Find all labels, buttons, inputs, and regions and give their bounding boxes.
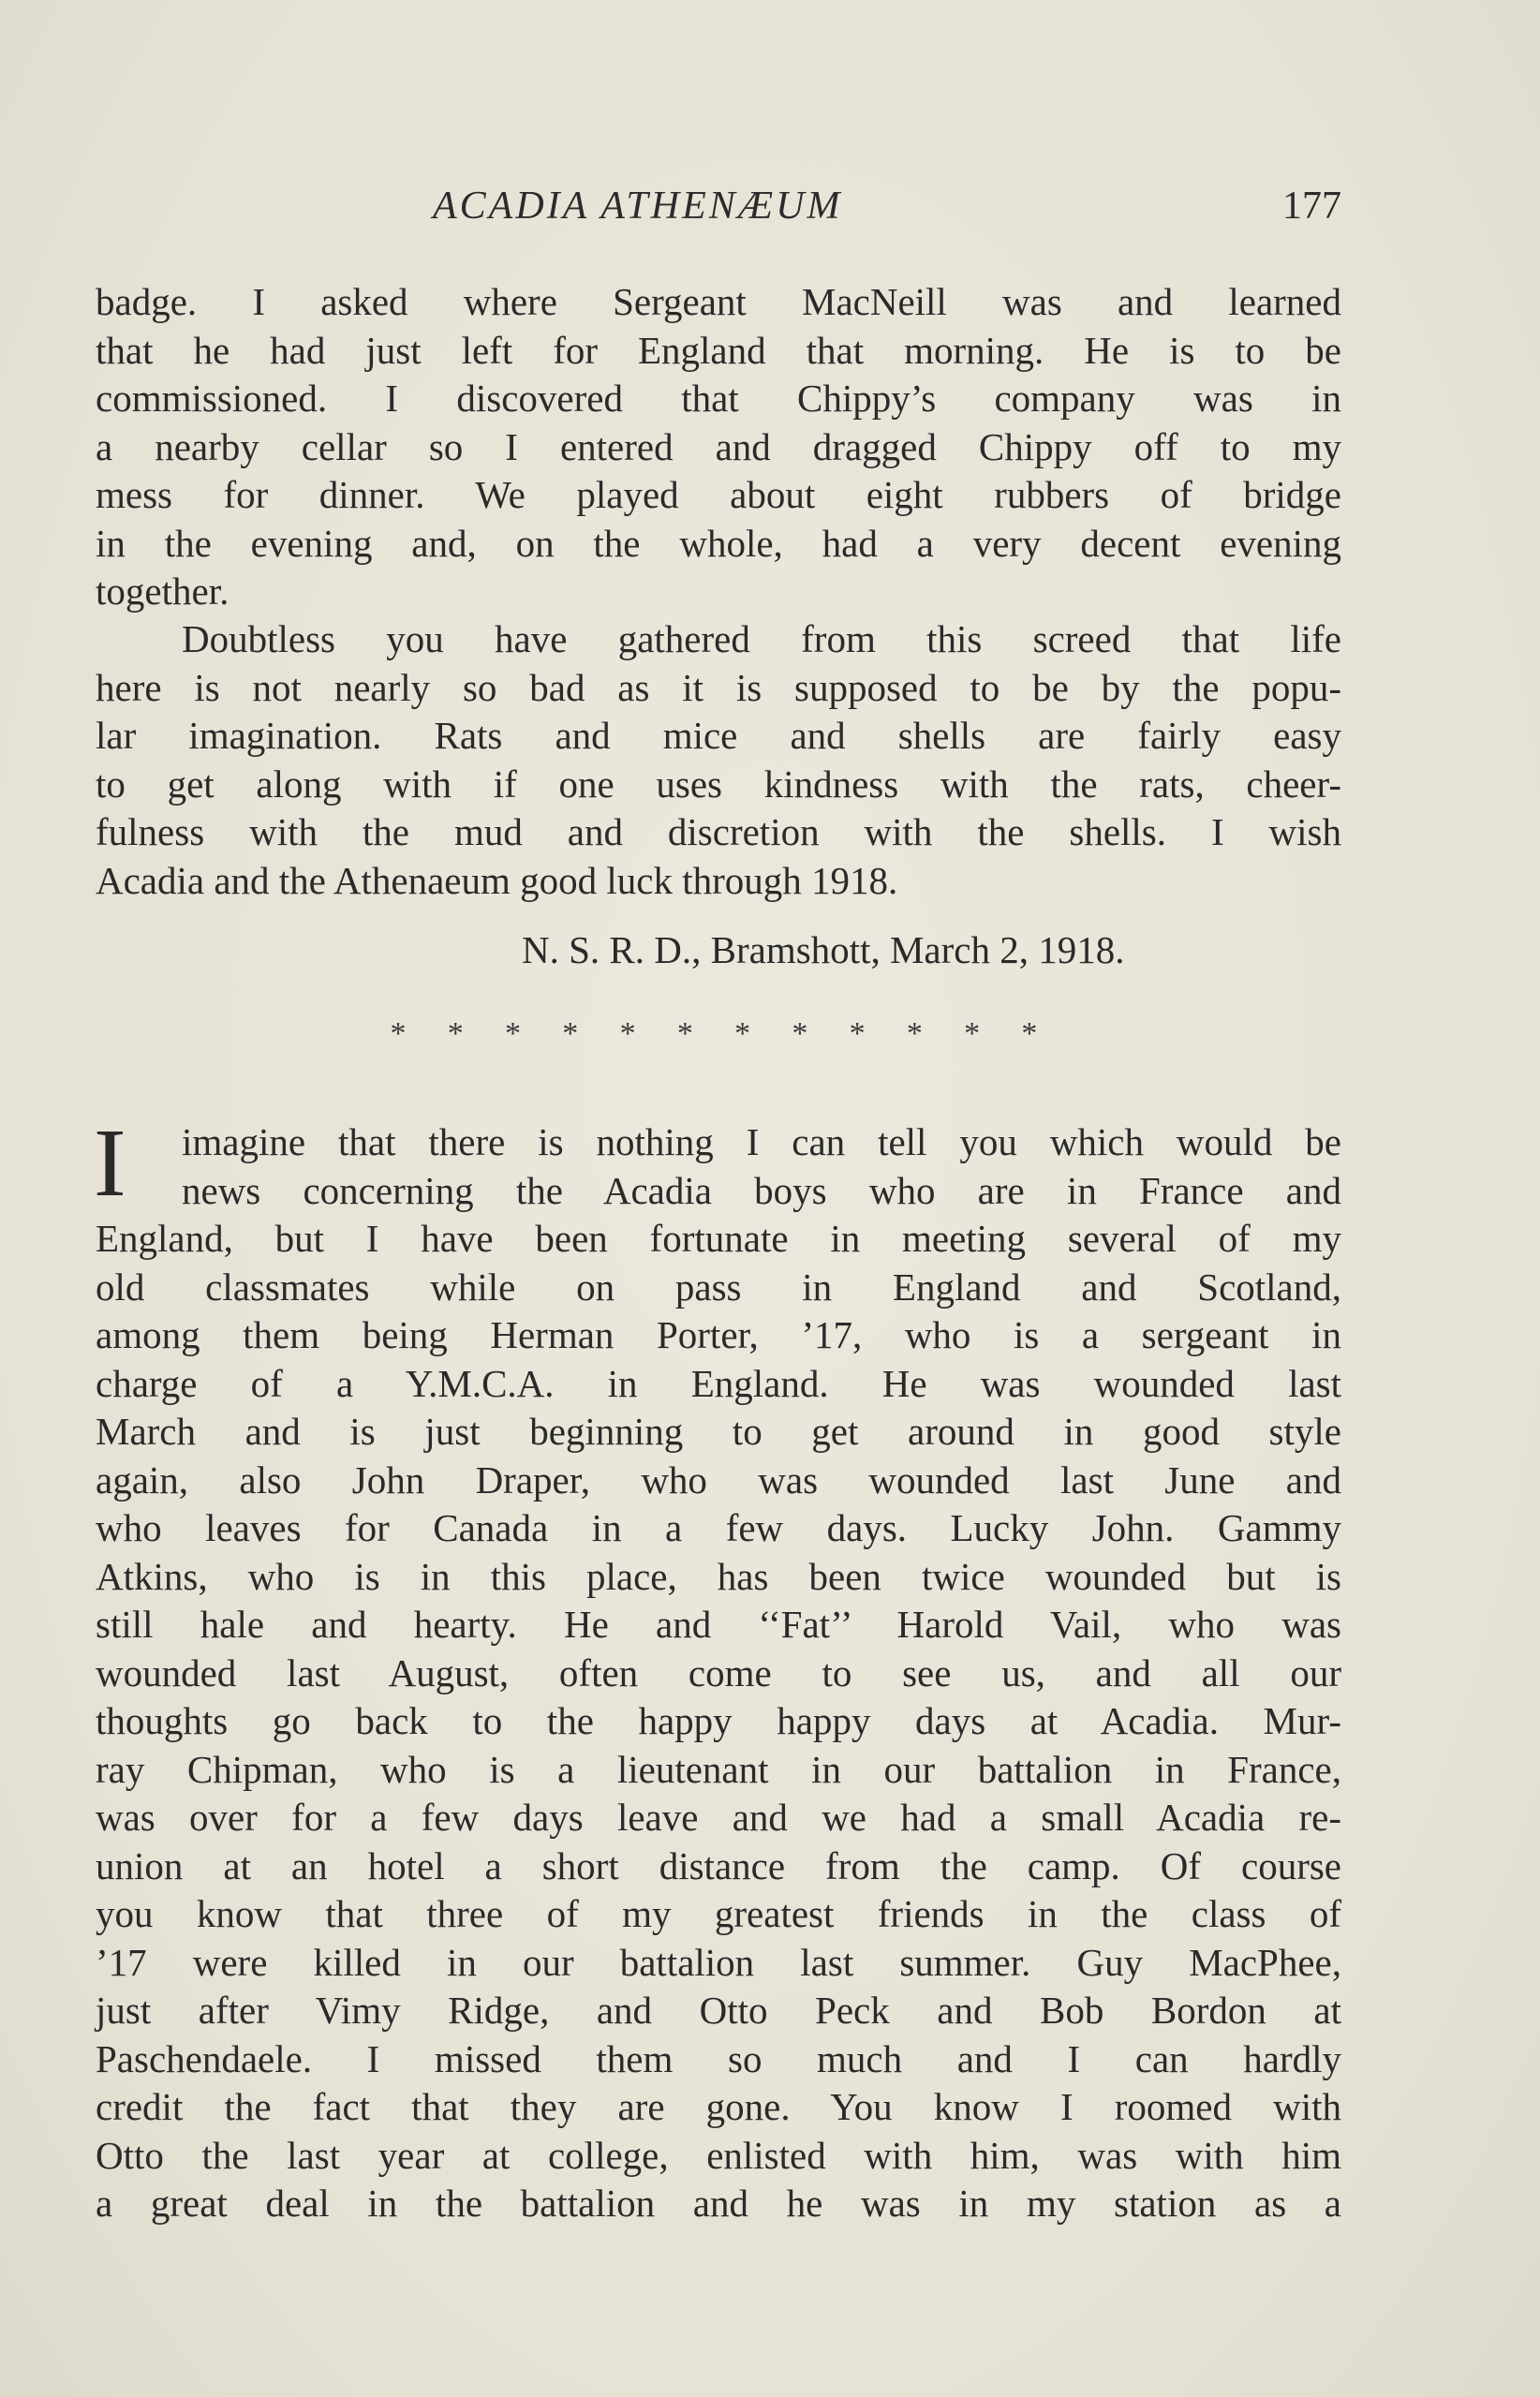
text-line: wounded last August, often come to see us, and all our bbox=[96, 1650, 1341, 1694]
text-line: ’17 were killed in our battalion last summer. Guy MacPhee, bbox=[96, 1940, 1341, 1984]
text-line: among them being Herman Porter, ’17, who is a sergeant in bbox=[96, 1313, 1341, 1356]
asterisk: * bbox=[1021, 1016, 1038, 1051]
text-line: a great deal in the battalion and he was in my station as a bbox=[96, 2182, 1341, 2225]
text-line: a nearby cellar so I entered and dragged Chippy off to my bbox=[96, 424, 1341, 468]
text-line: commissioned. I discovered that Chippy’s company was in bbox=[96, 377, 1341, 420]
asterisk: * bbox=[505, 1016, 522, 1051]
asterisk: * bbox=[447, 1016, 464, 1051]
text-line: just after Vimy Ridge, and Otto Peck and Bob Bordon at bbox=[96, 1989, 1341, 2032]
running-title: ACADIA ATHENÆUM bbox=[433, 185, 843, 228]
page-header bbox=[96, 184, 1341, 240]
text-line: you know that three of my greatest friends in the class of bbox=[96, 1892, 1341, 1935]
text-line: mess for dinner. We played about eight rubbers of bridge bbox=[96, 473, 1341, 516]
letter-signature: N. S. R. D., Bramshott, March 2, 1918. bbox=[522, 928, 1125, 971]
text-line: thoughts go back to the happy happy days at Acadia. Mur- bbox=[96, 1699, 1341, 1742]
text-line: badge. I asked where Sergeant MacNeill was and learned bbox=[96, 280, 1341, 323]
paragraph-doubtless bbox=[96, 615, 1341, 905]
asterisk: * bbox=[906, 1016, 923, 1051]
asterisk: * bbox=[619, 1016, 636, 1051]
text-line: ray Chipman, who is a lieutenant in our battalion in France, bbox=[96, 1747, 1341, 1791]
text-line: lar imagination. Rats and mice and shells are fairly easy bbox=[96, 714, 1341, 757]
text-line: in the evening and, on the whole, had a very decent evening bbox=[96, 521, 1341, 565]
text-line: old classmates while on pass in England and Scotland, bbox=[96, 1265, 1341, 1309]
text-line: that he had just left for England that morning. He is to be bbox=[96, 328, 1341, 372]
page-number: 177 bbox=[1282, 185, 1341, 228]
text-line: Paschendaele. I missed them so much and I can hardly bbox=[96, 2036, 1341, 2080]
asterisk: * bbox=[734, 1016, 751, 1051]
asterisk: * bbox=[792, 1016, 808, 1051]
asterisk: * bbox=[562, 1016, 579, 1051]
text-line: was over for a few days leave and we had a small Acadia re- bbox=[96, 1796, 1341, 1839]
text-line: March and is just beginning to get around in good style bbox=[96, 1410, 1341, 1453]
section-separator bbox=[386, 1016, 1042, 1052]
text-line: charge of a Y.M.C.A. in England. He was wounded last bbox=[96, 1361, 1341, 1405]
text-line: Atkins, who is in this place, has been twice wounded but is bbox=[96, 1554, 1341, 1598]
text-line: again, also John Draper, who was wounded last June and bbox=[96, 1457, 1341, 1502]
text-line: to get along with if one uses kindness with the rats, cheer- bbox=[96, 762, 1341, 806]
text-line: credit the fact that they are gone. You know I roomed with bbox=[96, 2085, 1341, 2128]
text-line: together. bbox=[96, 570, 230, 613]
paragraph-second-letter bbox=[96, 1118, 1341, 2228]
asterisk: * bbox=[676, 1016, 693, 1051]
asterisk: * bbox=[964, 1016, 981, 1051]
drop-cap: I bbox=[94, 1109, 126, 1217]
text-line: Acadia and the Athenaeum good luck through 1918. bbox=[96, 858, 898, 902]
asterisk: * bbox=[390, 1016, 407, 1051]
text-line: who leaves for Canada in a few days. Lucky John. Gammy bbox=[96, 1506, 1341, 1549]
text-line: imagine that there is nothing I can tell you which would be bbox=[182, 1120, 1341, 1163]
paragraph-closing-letter bbox=[96, 278, 1341, 616]
text-line: fulness with the mud and discretion with the shells. I wish bbox=[96, 810, 1341, 853]
text-line: news concerning the Acadia boys who are in France and bbox=[182, 1168, 1341, 1212]
text-line: England, but I have been fortunate in meeting several of my bbox=[96, 1217, 1341, 1260]
text-line: Otto the last year at college, enlisted with him, was with him bbox=[96, 2133, 1341, 2177]
asterisk: * bbox=[849, 1016, 866, 1051]
text-line: union at an hotel a short distance from the camp. Of course bbox=[96, 1843, 1341, 1887]
text-line: still hale and hearty. He and ‘‘Fat’’ Harold Vail, who was bbox=[96, 1603, 1341, 1646]
text-line: here is not nearly so bad as it is supposed to be by the popu- bbox=[96, 665, 1341, 709]
text-line: Doubtless you have gathered from this screed that life bbox=[182, 617, 1341, 660]
